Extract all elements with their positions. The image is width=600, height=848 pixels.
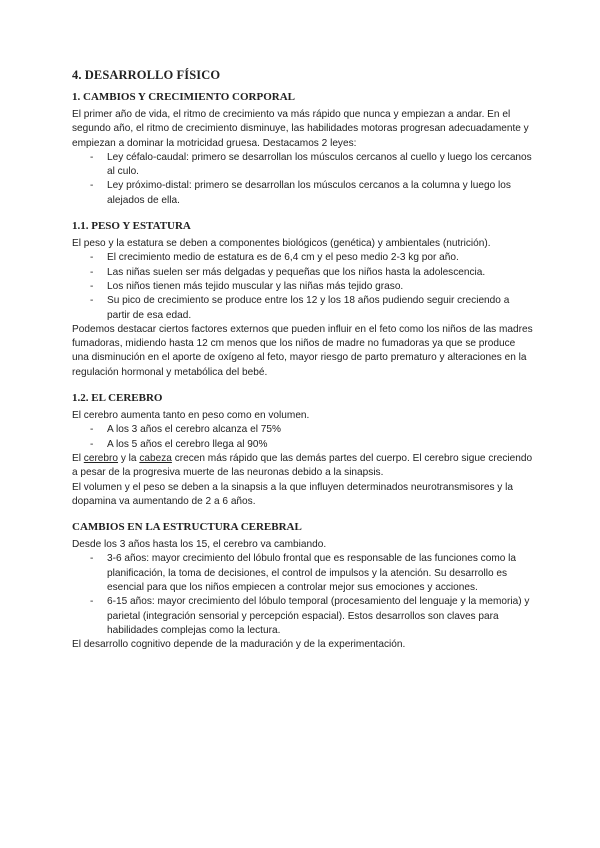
- paragraph-estructura-intro: Desde los 3 años hasta los 15, el cerebro va cambiando.: [72, 539, 327, 551]
- list-item: - 3-6 años: mayor crecimiento del lóbulo frontal que es responsable de las funciones como la planificación, la toma de decisiones, el control de impulsos y la atención. Su desarrollo es esencial para que los niños empiecen a controlar mejor sus emociones y acciones.: [90, 553, 517, 594]
- bullet-dash: -: [90, 596, 94, 608]
- section-title: 4. DESARROLLO FÍSICO: [72, 68, 221, 82]
- heading-cambios-crecimiento: 1. CAMBIOS Y CRECIMIENTO CORPORAL: [72, 91, 295, 103]
- underlined-cabeza: cabeza: [139, 452, 172, 464]
- list-item: - Los niños tienen más tejido muscular y las niñas más tejido graso.: [72, 280, 534, 294]
- bullet-dash: -: [90, 438, 94, 450]
- list-item: - 6-15 años: mayor crecimiento del lóbulo temporal (procesamiento del lenguaje y la memoria) y parietal (integración sensorial y percepción espacial). Estos desarrollos son claves para habilidades complejas como la lectura.: [90, 596, 530, 636]
- paragraph-cerebro-intro: El cerebro aumenta tanto en peso como en volumen.: [72, 410, 310, 422]
- bullet-dash: -: [90, 295, 94, 307]
- bullet-dash: -: [90, 424, 94, 436]
- paragraph-desarrollo-cognitivo: El desarrollo cognitivo depende de la maduración y de la experimentación.: [72, 639, 406, 651]
- list-peso-estatura: [72, 251, 534, 322]
- heading-estructura-cerebral: CAMBIOS EN LA ESTRUCTURA CEREBRAL: [72, 521, 302, 534]
- list-item: - Su pico de crecimiento se produce entre los 12 y los 18 años pudiendo seguir creciendo a partir de esa edad.: [90, 295, 510, 321]
- list-item: - A los 3 años el cerebro alcanza el 75%: [72, 423, 534, 437]
- paragraph-cambios-intro: El primer año de vida, el ritmo de crecimiento va más rápido que nunca y empiezan a andar. En el segundo año, el ritmo de crecimiento disminuye, las habilidades motoras progresan adecuadamente y empiezan a dominar la motricidad gruesa. Destacamos 2 leyes:: [72, 109, 529, 149]
- heading-peso-estatura: 1.1. PESO Y ESTATURA: [72, 220, 191, 233]
- list-item: - El crecimiento medio de estatura es de 6,4 cm y el peso medio 2-3 kg por año.: [72, 251, 534, 265]
- list-leyes: [72, 151, 534, 208]
- bullet-dash: -: [90, 553, 94, 565]
- paragraph-cerebro-cabeza: El cerebro y la cabeza crecen más rápido que las demás partes del cuerpo. El cerebro sigue creciendo a pesar de la progresiva muerte de las neuronas debido a la sinapsis.: [72, 452, 533, 479]
- paragraph-factores-externos: Podemos destacar ciertos factores externos que pueden influir en el feto como los niños de las madres fumadoras, midiendo hasta 12 cm menos que los niños de madre no fumadoras ya que se produce una disminución en el aporte de oxígeno al feto, mayor riesgo de parto prematuro y alteraciones en la regulación hormonal y metabólica del bebé.: [72, 323, 533, 378]
- list-item: - A los 5 años el cerebro llega al 90%: [72, 438, 534, 452]
- bullet-dash: -: [90, 180, 94, 192]
- paragraph-peso-intro: El peso y la estatura se deben a componentes biológicos (genética) y ambientales (nutrición).: [72, 238, 491, 250]
- bullet-dash: -: [90, 151, 94, 163]
- list-item: - Ley céfalo-caudal: primero se desarrollan los músculos cercanos al cuello y luego los cercanos al culo.: [90, 151, 532, 178]
- list-cerebro: [72, 423, 534, 452]
- list-item: - Las niñas suelen ser más delgadas y pequeñas que los niños hasta la adolescencia.: [72, 266, 534, 280]
- heading-cerebro: 1.2. EL CEREBRO: [72, 392, 163, 405]
- bullet-dash: -: [90, 252, 94, 264]
- paragraph-sinapsis: El volumen y el peso se deben a la sinapsis a la que influyen determinados neurotransmisores y la dopamina va aumentando de 2 a 6 años.: [72, 481, 514, 507]
- underlined-cerebro: cerebro: [83, 452, 119, 464]
- list-etapas: [72, 552, 534, 638]
- bullet-dash: -: [90, 266, 94, 278]
- bullet-dash: -: [90, 280, 94, 292]
- list-item: - Ley próximo-distal: primero se desarrollan los músculos cercanos a la columna y luego los alejados de ella.: [90, 180, 511, 206]
- page-content: [72, 68, 534, 653]
